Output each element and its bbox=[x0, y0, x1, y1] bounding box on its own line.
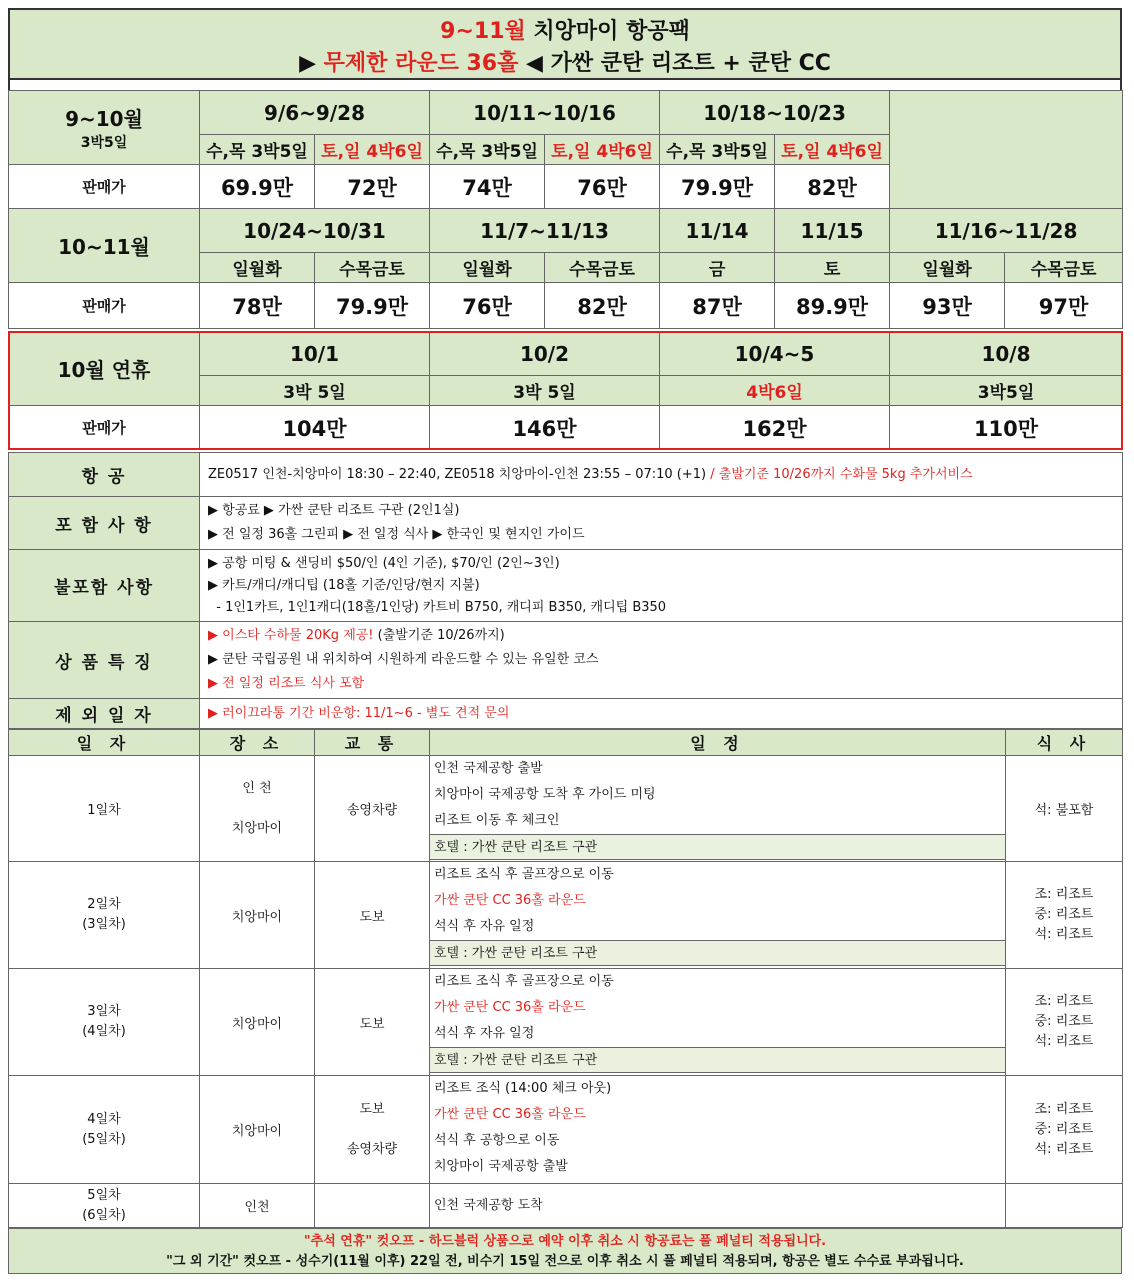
block1-label: 9~10월 3박5일 bbox=[9, 91, 200, 165]
table-row bbox=[9, 756, 1123, 862]
meal-cell: 조: 리조트 중: 리조트 석: 리조트 bbox=[1006, 1076, 1123, 1184]
day-type: 일월화 bbox=[890, 253, 1005, 283]
price-cell: 69.9만 bbox=[200, 165, 315, 209]
holiday-nights: 3박 5일 bbox=[430, 376, 660, 406]
holiday-date: 10/2 bbox=[430, 332, 660, 376]
period-header: 10/18~10/23 bbox=[660, 91, 890, 135]
meal-cell: 석: 불포함 bbox=[1006, 756, 1123, 862]
day-cell: 1일차 bbox=[9, 756, 200, 862]
place-cell: 치앙마이 bbox=[200, 969, 315, 1076]
plan-cell: 리조트 조식 후 골프장으로 이동 가싼 쿤탄 CC 36홀 라운드 석식 후 자유 일정 호텔 : 가싼 쿤탄 리조트 구관 bbox=[430, 862, 1006, 969]
period-header: 10/11~10/16 bbox=[430, 91, 660, 135]
col-header-place: 장 소 bbox=[200, 730, 315, 756]
transport-cell: 도보 송영차량 bbox=[315, 1076, 430, 1184]
info-table bbox=[8, 452, 1123, 729]
transport-cell: 송영차량 bbox=[315, 756, 430, 862]
features-label: 상 품 특 징 bbox=[9, 622, 200, 699]
period-header: 11/7~11/13 bbox=[430, 209, 660, 253]
col-header-meal: 식 사 bbox=[1006, 730, 1123, 756]
transport-cell: 도보 bbox=[315, 862, 430, 969]
price-sheet bbox=[8, 8, 1122, 1274]
place-cell: 인천 bbox=[200, 1184, 315, 1228]
option-weekend: 토,일 4박6일 bbox=[545, 135, 660, 165]
title-season: 9~11월 bbox=[440, 19, 526, 44]
price-cell: 97만 bbox=[1005, 283, 1123, 329]
place-cell: 치앙마이 bbox=[200, 862, 315, 969]
excluded-info: ▶ 공항 미팅 & 샌딩비 $50/인 (4인 기준), $70/인 (2인~3인) ▶ 카트/캐디/캐디팁 (18홀 기준/인당/현지 지불) - 1인1카트, 1인1캐디(18홀/1인당) 카트비 B750, 캐디피 B350, 캐디팁 B350 bbox=[200, 550, 1123, 622]
day-type: 수목금토 bbox=[1005, 253, 1123, 283]
flight-info: ZE0517 인천-치앙마이 18:30 – 22:40, ZE0518 치앙마이-인천 23:55 – 07:10 (+1) / 출발기준 10/26까지 수화물 5kg 추가서비스 bbox=[200, 453, 1123, 497]
holiday-table bbox=[8, 331, 1123, 450]
meal-cell bbox=[1006, 1184, 1123, 1228]
day-cell: 4일차 (5일차) bbox=[9, 1076, 200, 1184]
empty-cell bbox=[890, 91, 1123, 209]
holiday-date: 10/4~5 bbox=[660, 332, 890, 376]
day-type: 토 bbox=[775, 253, 890, 283]
table-row bbox=[9, 969, 1123, 1076]
day-type: 일월화 bbox=[430, 253, 545, 283]
price-cell: 76만 bbox=[430, 283, 545, 329]
price-cell: 72만 bbox=[315, 165, 430, 209]
price-table bbox=[8, 90, 1123, 329]
included-info: ▶ 항공료 ▶ 가싼 쿤탄 리조트 구관 (2인1실) ▶ 전 일정 36홀 그린피 ▶ 전 일정 식사 ▶ 한국인 및 현지인 가이드 bbox=[200, 497, 1123, 550]
page-title bbox=[8, 8, 1122, 80]
sale-price-label: 판매가 bbox=[9, 406, 200, 450]
meal-cell: 조: 리조트 중: 리조트 석: 리조트 bbox=[1006, 862, 1123, 969]
holiday-nights: 4박6일 bbox=[660, 376, 890, 406]
excluded-dates-info: ▶ 러이끄라통 기간 비운항: 11/1~6 - 별도 견적 문의 bbox=[200, 699, 1123, 729]
block3-label: 10월 연휴 bbox=[9, 332, 200, 406]
hotel-line: 호텔 : 가싼 쿤탄 리조트 구관 bbox=[430, 1047, 1005, 1073]
meal-cell: 조: 리조트 중: 리조트 석: 리조트 bbox=[1006, 969, 1123, 1076]
sale-price-label: 판매가 bbox=[9, 165, 200, 209]
col-header-day: 일 자 bbox=[9, 730, 200, 756]
sale-price-label: 판매가 bbox=[9, 283, 200, 329]
day-type: 일월화 bbox=[200, 253, 315, 283]
title-highlight: 무제한 라운드 36홀 bbox=[323, 51, 519, 76]
block2-label: 10~11월 bbox=[9, 209, 200, 283]
day-cell: 2일차 (3일차) bbox=[9, 862, 200, 969]
price-cell: 146만 bbox=[430, 406, 660, 450]
transport-cell: 도보 bbox=[315, 969, 430, 1076]
price-cell: 78만 bbox=[200, 283, 315, 329]
price-cell: 82만 bbox=[775, 165, 890, 209]
option-weekend: 토,일 4박6일 bbox=[315, 135, 430, 165]
day-cell: 3일차 (4일차) bbox=[9, 969, 200, 1076]
price-cell: 82만 bbox=[545, 283, 660, 329]
price-cell: 93만 bbox=[890, 283, 1005, 329]
schedule-table bbox=[8, 729, 1123, 1228]
spacer bbox=[8, 80, 1122, 90]
hotel-line: 호텔 : 가싼 쿤탄 리조트 구관 bbox=[430, 834, 1005, 860]
period-header: 11/15 bbox=[775, 209, 890, 253]
excluded-dates-label: 제 외 일 자 bbox=[9, 699, 200, 729]
plan-cell: 리조트 조식 후 골프장으로 이동 가싼 쿤탄 CC 36홀 라운드 석식 후 자유 일정 호텔 : 가싼 쿤탄 리조트 구관 bbox=[430, 969, 1006, 1076]
plan-cell: 리조트 조식 (14:00 체크 아웃) 가싼 쿤탄 CC 36홀 라운드 석식 후 공항으로 이동 치앙마이 국제공항 출발 bbox=[430, 1076, 1006, 1184]
holiday-date: 10/1 bbox=[200, 332, 430, 376]
holiday-nights: 3박 5일 bbox=[200, 376, 430, 406]
features-info: ▶ 이스타 수하물 20Kg 제공! (출발기준 10/26까지) ▶ 쿤탄 국립공원 내 위치하여 시원하게 라운드할 수 있는 유일한 코스 ▶ 전 일정 리조트 식사 포함 bbox=[200, 622, 1123, 699]
period-header: 10/24~10/31 bbox=[200, 209, 430, 253]
day-type: 수목금토 bbox=[545, 253, 660, 283]
title-product: 치앙마이 항공팩 bbox=[525, 19, 690, 44]
table-row bbox=[9, 1184, 1123, 1228]
period-header: 11/14 bbox=[660, 209, 775, 253]
option-weekday: 수,목 3박5일 bbox=[430, 135, 545, 165]
option-weekend: 토,일 4박6일 bbox=[775, 135, 890, 165]
period-header: 9/6~9/28 bbox=[200, 91, 430, 135]
price-cell: 110만 bbox=[890, 406, 1123, 450]
price-cell: 74만 bbox=[430, 165, 545, 209]
cancellation-notice: "추석 연휴" 컷오프 - 하드블럭 상품으로 예약 이후 취소 시 항공료는 풀 페널티 적용됩니다. "그 외 기간" 컷오프 - 성수기(11월 이후) 22일 전, 비수기 15일 전으로 이후 취소 시 풀 페널티 적용되며, 항공은 별도 수수료 부과됩니다. bbox=[8, 1228, 1122, 1274]
option-weekday: 수,목 3박5일 bbox=[660, 135, 775, 165]
transport-cell bbox=[315, 1184, 430, 1228]
price-cell: 89.9만 bbox=[775, 283, 890, 329]
table-row bbox=[9, 1076, 1123, 1184]
day-cell: 5일차 (6일차) bbox=[9, 1184, 200, 1228]
holiday-date: 10/8 bbox=[890, 332, 1123, 376]
price-cell: 87만 bbox=[660, 283, 775, 329]
price-cell: 104만 bbox=[200, 406, 430, 450]
title-line-2 bbox=[10, 46, 1120, 78]
plan-cell: 인천 국제공항 출발 치앙마이 국제공항 도착 후 가이드 미팅 리조트 이동 후 체크인 호텔 : 가싼 쿤탄 리조트 구관 bbox=[430, 756, 1006, 862]
title-arrow: ▶ bbox=[299, 51, 324, 76]
hotel-line: 호텔 : 가싼 쿤탄 리조트 구관 bbox=[430, 940, 1005, 966]
title-line-1 bbox=[10, 10, 1120, 46]
excluded-label: 불포함 사항 bbox=[9, 550, 200, 622]
place-cell: 치앙마이 bbox=[200, 1076, 315, 1184]
holiday-nights: 3박5일 bbox=[890, 376, 1123, 406]
day-type: 수목금토 bbox=[315, 253, 430, 283]
price-cell: 162만 bbox=[660, 406, 890, 450]
price-cell: 79.9만 bbox=[660, 165, 775, 209]
col-header-transport: 교 통 bbox=[315, 730, 430, 756]
flight-label: 항 공 bbox=[9, 453, 200, 497]
table-row bbox=[9, 862, 1123, 969]
day-type: 금 bbox=[660, 253, 775, 283]
price-cell: 79.9만 bbox=[315, 283, 430, 329]
included-label: 포 함 사 항 bbox=[9, 497, 200, 550]
option-weekday: 수,목 3박5일 bbox=[200, 135, 315, 165]
price-cell: 76만 bbox=[545, 165, 660, 209]
title-resort: ◀ 가싼 쿤탄 리조트 + 쿤탄 CC bbox=[518, 51, 831, 76]
plan-cell: 인천 국제공항 도착 bbox=[430, 1184, 1006, 1228]
period-header: 11/16~11/28 bbox=[890, 209, 1123, 253]
col-header-plan: 일 정 bbox=[430, 730, 1006, 756]
place-cell: 인 천 치앙마이 bbox=[200, 756, 315, 862]
